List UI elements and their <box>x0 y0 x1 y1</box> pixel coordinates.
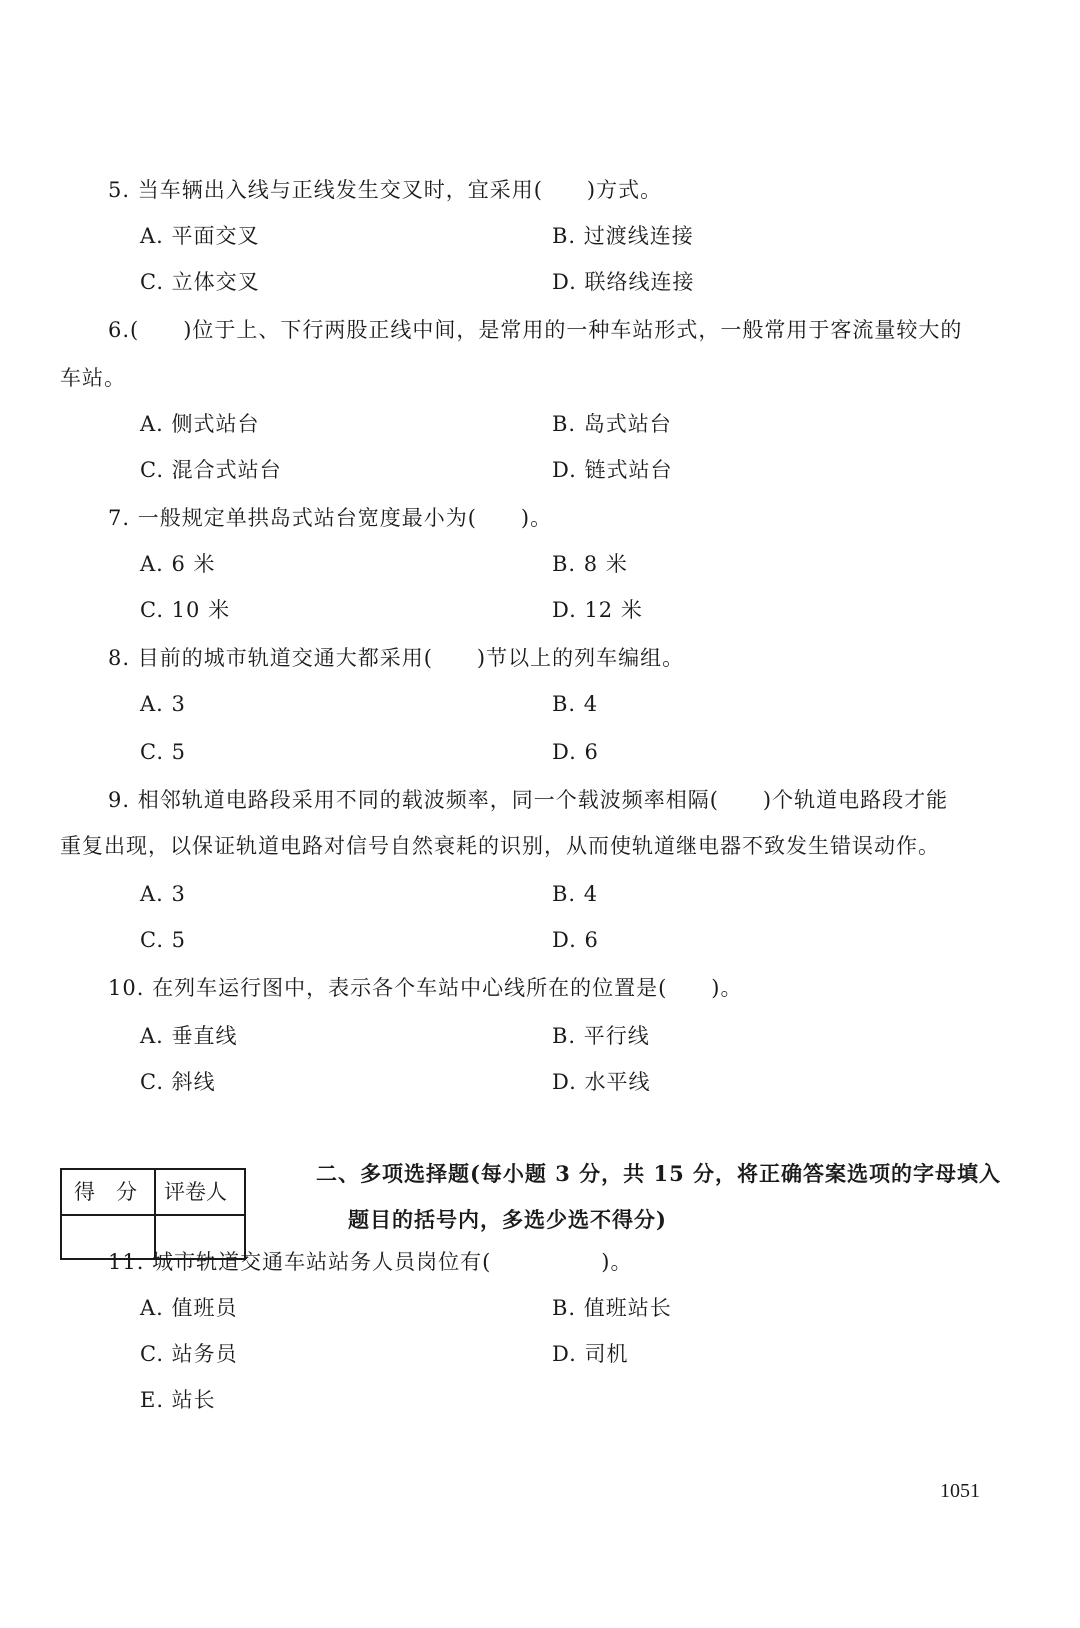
q7-option-a: A. 6 米 <box>140 552 216 576</box>
q6-option-b: B. 岛式站台 <box>552 412 672 436</box>
q11-option-a: A. 值班员 <box>140 1296 238 1320</box>
q11-option-b: B. 值班站长 <box>552 1296 672 1320</box>
q7-option-c: C. 10 米 <box>140 598 231 622</box>
section2-heading-line2: 题目的括号内，多选少选不得分) <box>348 1207 667 1232</box>
q11-option-d: D. 司机 <box>552 1342 629 1366</box>
q8-option-b: B. 4 <box>552 692 599 716</box>
q10-option-a: A. 垂直线 <box>140 1024 238 1048</box>
q5-option-c: C. 立体交叉 <box>140 270 260 294</box>
q10-stem: 10. 在列车运行图中，表示各个车站中心线所在的位置是( )。 <box>108 976 743 1000</box>
score-label: 得 分 <box>74 1180 137 1204</box>
q9-stem-line1: 9. 相邻轨道电路段采用不同的载波频率，同一个载波频率相隔( )个轨道电路段才能 <box>108 788 949 812</box>
q5-option-b: B. 过渡线连接 <box>552 224 694 248</box>
q7-option-b: B. 8 米 <box>552 552 628 576</box>
q6-option-c: C. 混合式站台 <box>140 458 282 482</box>
score-table <box>60 1168 246 1260</box>
q9-option-a: A. 3 <box>140 882 186 906</box>
q8-option-a: A. 3 <box>140 692 186 716</box>
q9-stem-line2: 重复出现，以保证轨道电路对信号自然衰耗的识别，从而使轨道继电器不致发生错误动作。 <box>60 834 940 858</box>
score-table-row-divider <box>62 1214 244 1216</box>
q11-option-c: C. 站务员 <box>140 1342 238 1366</box>
q6-stem-line2: 车站。 <box>60 366 126 390</box>
q6-option-a: A. 侧式站台 <box>140 412 260 436</box>
q7-stem: 7. 一般规定单拱岛式站台宽度最小为( )。 <box>108 506 553 530</box>
q8-stem: 8. 目前的城市轨道交通大都采用( )节以上的列车编组。 <box>108 646 685 670</box>
q5-option-d: D. 联络线连接 <box>552 270 695 294</box>
grader-label: 评卷人 <box>164 1180 227 1204</box>
q11-option-e: E. 站长 <box>140 1388 216 1412</box>
q10-option-c: C. 斜线 <box>140 1070 216 1094</box>
q9-option-d: D. 6 <box>552 928 599 952</box>
q11-stem: 11. 城市轨道交通车站站务人员岗位有( )。 <box>108 1250 633 1274</box>
page-number: 1051 <box>940 1480 980 1502</box>
q5-option-a: A. 平面交叉 <box>140 224 260 248</box>
q9-option-c: C. 5 <box>140 928 187 952</box>
q6-option-d: D. 链式站台 <box>552 458 673 482</box>
q6-stem-line1: 6.( )位于上、下行两股正线中间，是常用的一种车站形式，一般常用于客流量较大的 <box>108 318 963 342</box>
q5-stem: 5. 当车辆出入线与正线发生交叉时，宜采用( )方式。 <box>108 178 663 202</box>
q7-option-d: D. 12 米 <box>552 598 643 622</box>
section2-heading-line1: 二、多项选择题(每小题 3 分，共 15 分，将正确答案选项的字母填入 <box>316 1161 1002 1186</box>
q10-option-d: D. 水平线 <box>552 1070 651 1094</box>
q9-option-b: B. 4 <box>552 882 599 906</box>
q8-option-c: C. 5 <box>140 740 187 764</box>
q10-option-b: B. 平行线 <box>552 1024 650 1048</box>
q8-option-d: D. 6 <box>552 740 599 764</box>
